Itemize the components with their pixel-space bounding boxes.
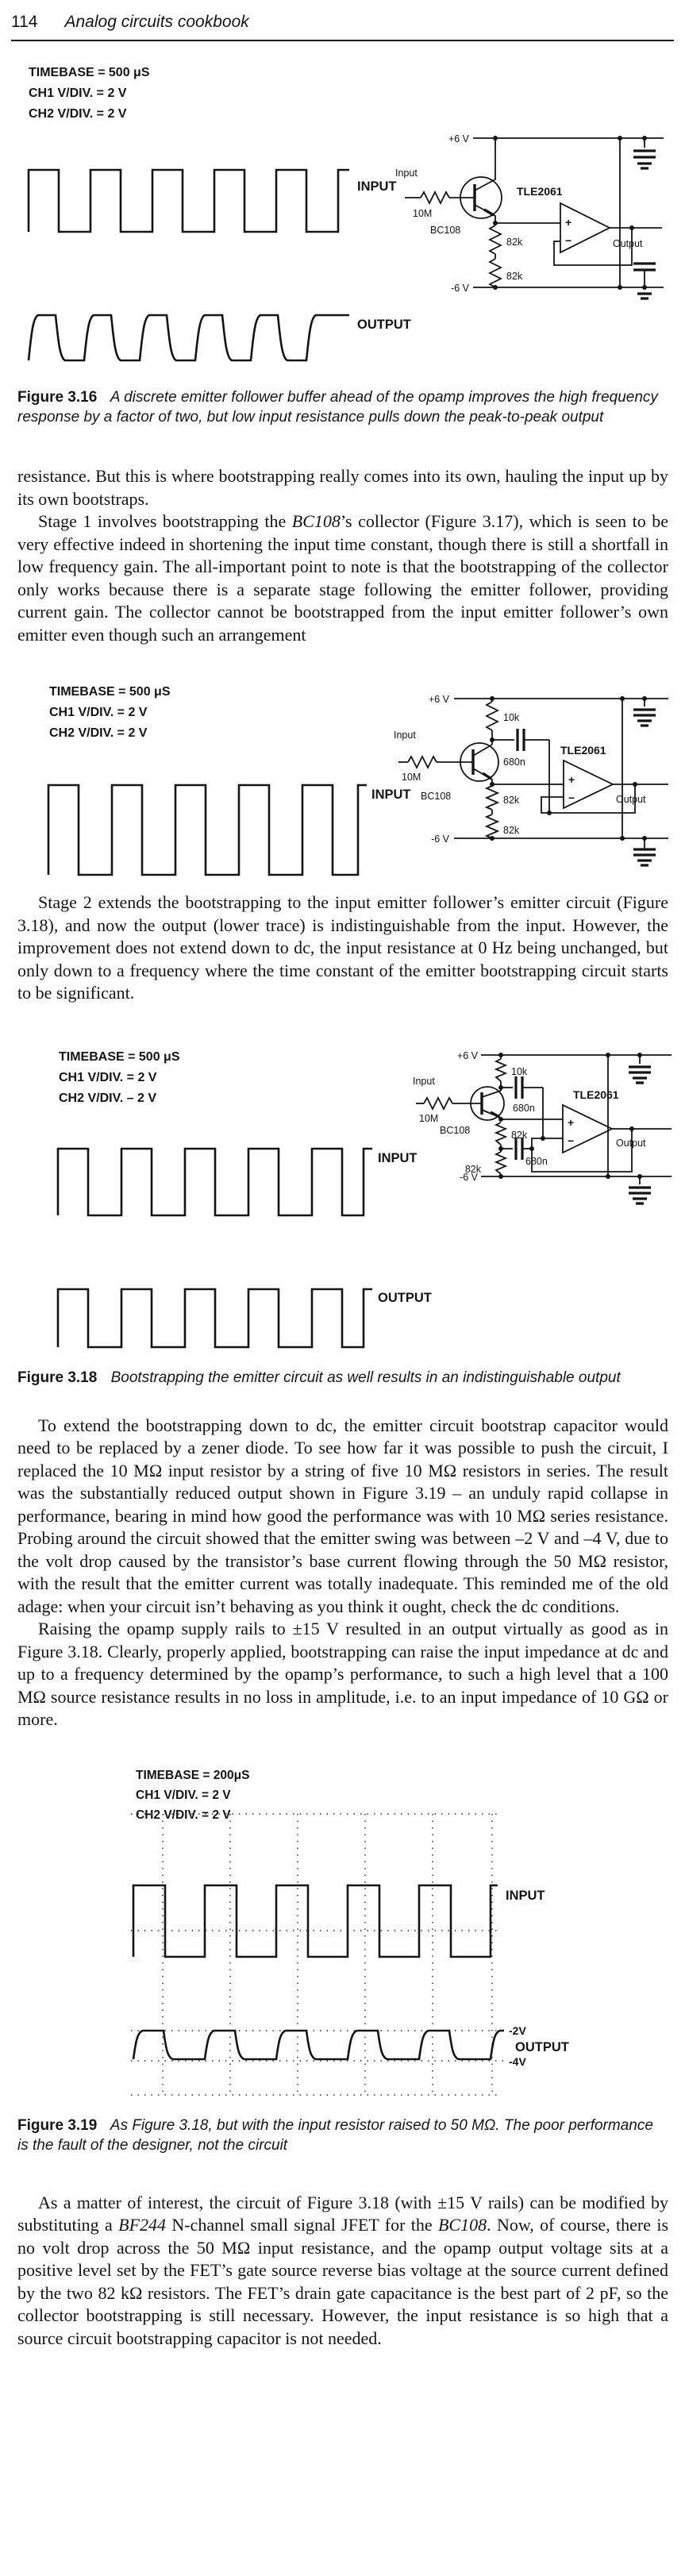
opamp-minus-input: − [568,1134,575,1147]
transistor-label: BC108 [430,225,461,236]
output-terminal-label: Output [613,238,643,249]
emitter-resistor-1-label: 82k [511,1129,528,1141]
emitter-bootstrap-capacitor-label: 680n [525,1155,548,1167]
collector-resistor-label: 10k [503,712,520,723]
negative-rail-label: -6 V [460,1171,478,1183]
opamp-plus-input: + [568,773,575,786]
input-trace [29,170,349,232]
junction-dot [498,1174,503,1179]
collector-resistor [487,702,498,730]
junction-dot [490,836,495,841]
negative-rail-label: -6 V [451,283,469,294]
output-trace-label: OUTPUT [378,1290,432,1305]
ch2-label: CH2 V/DIV. = 2 V [29,107,127,121]
paragraph [17,891,668,1005]
decoupling-capacitor-top [633,696,656,726]
collector-resistor-label: 10k [511,1065,528,1077]
input-trace-label: INPUT [357,179,397,194]
figure-3-19-graphic [60,1763,625,2104]
scope-legend [49,685,171,740]
ch2-label: CH2 V/DIV. – 2 V [59,1091,157,1105]
opamp-label: TLE2061 [573,1088,619,1101]
collector-wire [475,138,495,191]
collector-diagonal [482,1091,501,1097]
collector-bootstrap-circuit [394,694,668,865]
scope-legend [59,1050,180,1105]
output-trace [29,315,349,360]
ch1-label: CH1 V/DIV. = 2 V [136,1788,231,1802]
caption-text: A discrete emitter follower buffer ahead of the opamp improves the high frequency response by a factor of two, but low input resistance pulls down the peak-to-peak output [17,389,658,425]
ch1-label: CH1 V/DIV. = 2 V [29,87,127,100]
output-low-level-label: -4V [509,2054,526,2068]
junction-dot [493,285,498,290]
input-resistor [421,192,449,203]
input-terminal-label: Input [395,167,418,179]
text-run: N-channel small signal JFET for the [166,2215,438,2235]
paragraph [17,510,668,646]
collector-bootstrap-capacitor-label: 680n [513,1102,535,1114]
figure-3-17-graphic [5,678,675,880]
bootstrap-capacitor-label: 680n [503,757,525,768]
junction-dot [493,136,498,141]
text-run: Stage 2 extends the bootstrapping to the input emitter follower’s emitter circuit (Figure 3.18), and now the output (lower trace) is indistinguishable from the input. However, the improvement does not extend down to dc, the input resistance at 0 Hz being unchanged, but only down to a frequency where the time constant of the emitter bootstrapping circuit starts to be significant. [17,892,668,1003]
junction-dot [529,1146,534,1151]
ch1-label: CH1 V/DIV. = 2 V [59,1070,157,1084]
emitter-resistor-1-label: 82k [503,795,520,806]
decoupling-capacitor-top [629,1053,651,1083]
text-run: resistance. But this is where bootstrapping really comes into its own, hauling the input up by its own bootstraps. [17,466,668,509]
junction-dot [618,285,622,290]
page-header [11,13,674,32]
emitter-resistor-2-label: 82k [503,825,520,836]
junction-dot [490,696,495,701]
emitter-bootstrap-capacitor [501,1138,548,1167]
caption-text: As Figure 3.18, but with the input resistor raised to 50 MΩ. The poor performance is the fault of the designer, not the circuit [17,2116,653,2154]
text-run: . Now, of course, there is no volt drop across the 50 MΩ input resistance, and the opamp output voltage sits at a positive level set by the FET’s gate source reverse bias voltage at the source current defined by the two 82 kΩ resistors. The FET’s drain gate capacitance is the best part of 2 pF, so the collector bootstrapping is still necessary. However, the input resistance is so high that a source circuit bootstrapping capacitor is not needed. [17,2215,669,2348]
negative-rail-label: -6 V [431,834,449,845]
emitter-follower-circuit [395,133,664,298]
page-number: 114 [11,13,38,31]
body-text-block [17,891,668,1005]
junction-dot [606,1174,610,1179]
input-resistor [408,757,437,768]
emitter-resistor-2 [490,259,501,287]
positive-rail-label: +6 V [448,133,469,144]
caption-tag: Figure 3.18 [17,1369,98,1386]
input-trace-label: INPUT [378,1150,418,1165]
input-terminal-label: Input [394,730,416,741]
output-terminal-label: Output [616,794,646,805]
input-trace [48,785,367,875]
header-rule [11,40,674,41]
emitter-resistor-1 [487,786,498,810]
timebase-label: TIMEBASE = 500 μS [49,685,171,699]
junction-dot [620,696,625,701]
input-terminal-label: Input [413,1075,435,1087]
emitter-resistor-1 [490,225,501,254]
junction-dot [498,1053,503,1057]
emitter-resistor-2 [487,814,498,838]
text-run: To extend the bootstrapping down to dc, the emitter circuit bootstrap capacitor would need to be replaced by a zener diode. To see how far it was possible to push the circuit, I replaced the 10 MΩ input resistor by a string of five 10 MΩ resistors in series. The result was the substantially reduced output shown in Figure 3.19 – an unduly rapid collapse in performance, bearing in mind how good the performance was with 10 MΩ series resistance. Probing around the circuit showed that the emitter swing was between –2 V and –4 V, due to the volt drop caused by the transistor’s base current flowing through the 50 MΩ resistor, with the result that the emitter current was totally inadequate. This reminded me of the old adage: when your circuit isn’t behaving as you think it ought, check the dc conditions. [17,1415,668,1616]
paragraph [17,1618,668,1731]
output-trace-label: OUTPUT [357,318,411,332]
caption-text: Bootstrapping the emitter circuit as well results in an indistinguishable output [110,1369,621,1386]
opamp-minus-input: − [565,234,572,247]
emitter-resistor-2 [496,1152,506,1174]
junction-dot [618,136,622,141]
output-high-level-label: -2V [509,2023,526,2037]
opamp-minus-input: − [568,791,575,804]
paragraph [17,2192,668,2351]
caption-tag: Figure 3.16 [17,389,98,406]
opamp-plus-input: + [568,1115,575,1129]
emitter-resistor-2-label: 82k [464,1163,481,1175]
emitter-resistor-1 [496,1122,506,1145]
input-trace-label: INPUT [506,1888,545,1903]
input-trace-label: INPUT [371,787,411,802]
junction-dot [620,836,625,841]
figure-3-18-caption [17,1368,658,1388]
paragraph [17,465,668,510]
collector-resistor [496,1059,506,1081]
emitter-arrow [483,773,491,779]
decoupling-capacitor-top [633,136,656,168]
figure-3-18-graphic [5,1043,675,1357]
figure-3-19-caption [17,2116,658,2155]
junction-dot [606,1053,610,1057]
italic-text: BC108 [291,511,341,531]
full-bootstrap-circuit [413,1050,672,1203]
text-run: As a matter of interest, the circuit of Figure 3.18 (with ±15 V rails) can be modified by substituting a [17,2192,668,2235]
scope-legend [29,66,150,121]
caption-tag: Figure 3.19 [17,2116,98,2134]
italic-text: BC108 [437,2215,487,2235]
positive-rail-label: +6 V [428,694,449,705]
scope-graticule [131,1814,504,2095]
timebase-label: TIMEBASE = 500 μS [29,66,150,79]
collector-diagonal [473,745,492,756]
junction-dot [547,811,552,815]
italic-text: BF244 [118,2215,167,2235]
ch2-label: CH2 V/DIV. = 2 V [49,726,148,740]
opamp-plus-input: + [565,216,572,229]
decoupling-capacitor-bottom [633,836,656,865]
opamp-label: TLE2061 [517,185,563,198]
timebase-label: TIMEBASE = 500 μS [59,1049,180,1064]
timebase-label: TIMEBASE = 200μS [136,1768,250,1782]
emitter-resistor-1-label: 82k [506,237,523,248]
input-trace [58,1149,372,1215]
ch2-label: CH2 V/DIV. = 2 V [136,1808,231,1822]
input-trace [133,1885,498,1957]
junction-dot [541,1136,545,1141]
paragraph [17,1415,668,1619]
output-trace-label: OUTPUT [515,2039,569,2054]
transistor-label: BC108 [421,791,452,802]
input-resistor-label: 10M [419,1112,439,1124]
output-trace [133,2031,504,2059]
text-run: ’s collector (Figure 3.17), which is seen to be very effective indeed in shortening the input time constant, though there is still a shortfall in low frequency gain. The all-important point to note is that the bootstrapping of the collector only works because there is a separate stage following the emitter follower, providing current gain. The collector cannot be bootstrapped from the input emitter follower’s own emitter even though such an arrangement [17,511,668,645]
body-text-block [17,465,668,646]
output-terminal-label: Output [616,1137,646,1149]
input-resistor-label: 10M [402,772,421,783]
input-resistor [424,1098,452,1109]
output-trace [58,1289,372,1347]
figure-3-16-graphic [5,59,675,376]
text-run: Stage 1 involves bootstrapping the [38,511,292,531]
decoupling-capacitor-bottom [629,1174,651,1203]
transistor-label: BC108 [440,1124,471,1136]
opamp-label: TLE2061 [560,744,606,757]
positive-rail-label: +6 V [456,1049,478,1061]
text-run: Raising the opamp supply rails to ±15 V resulted in an output virtually as good as in Figure 3.18. Clearly, properly applied, bootstrapping can raise the input impedance at dc and up to a frequency determined by the opamp’s performance, to such a high level that a 100 MΩ source resistance results in no loss in amplitude, i.e. to an input impedance of 10 GΩ or more. [17,1619,668,1729]
emitter-arrow [484,210,494,215]
emitter-resistor-2-label: 82k [506,271,523,282]
body-text-block [17,1415,668,1731]
input-resistor-label: 10M [413,208,433,219]
book-title: Analog circuits cookbook [64,13,249,31]
decoupling-capacitor-bottom [633,264,656,298]
figure-3-16-caption [17,387,658,427]
ch1-label: CH1 V/DIV. = 2 V [49,706,148,719]
body-text-block [17,2192,668,2351]
